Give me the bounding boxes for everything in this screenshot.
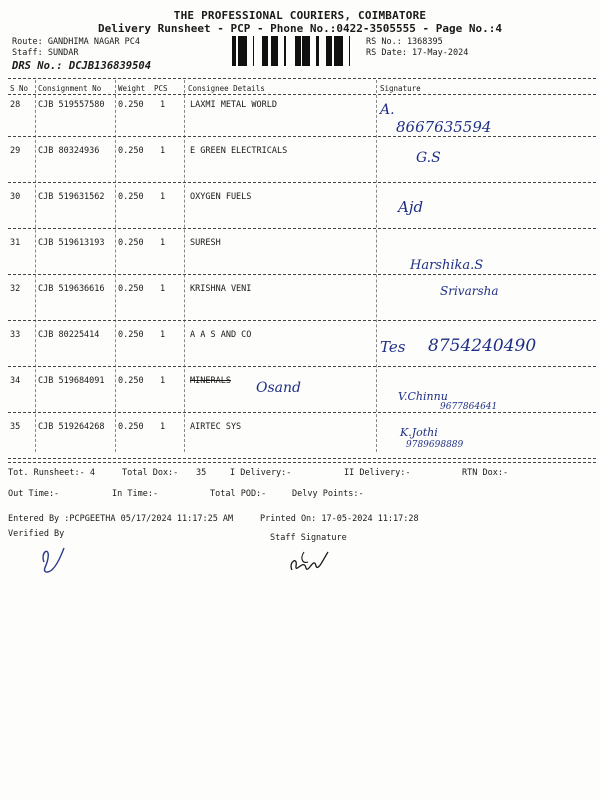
cell-consignee: OXYGEN FUELS — [190, 192, 252, 202]
cell-sno: 28 — [10, 100, 21, 110]
row-rule — [8, 412, 596, 413]
barcode-bar — [284, 36, 286, 66]
signature-phone: 9789698889 — [406, 440, 464, 450]
handwritten-signature: A. — [380, 102, 395, 118]
cell-sno: 31 — [10, 238, 21, 248]
cell-consignment: CJB 519684091 — [38, 376, 105, 386]
signature-phone: 9677864641 — [440, 402, 498, 412]
company-name: THE PROFESSIONAL COURIERS, COIMBATORE — [173, 9, 427, 22]
barcode-bar — [307, 36, 308, 66]
cell-consignment: CJB 80324936 — [38, 146, 100, 156]
barcode-bar — [232, 36, 235, 66]
barcode-bar — [295, 36, 296, 66]
barcode-bar — [242, 36, 244, 66]
cell-pcs: 1 — [160, 284, 166, 294]
col-header-consignment: Consignment No — [38, 84, 102, 93]
cell-consignment: CJB 519264268 — [38, 422, 105, 432]
cell-consignment: CJB 80225414 — [38, 330, 100, 340]
barcode-bar — [302, 36, 304, 66]
handwritten-overlay: Osand — [256, 380, 301, 396]
cell-weight: 0.250 — [118, 422, 144, 432]
handwritten-signature: Srivarsha — [440, 284, 499, 298]
cell-consignee: SURESH — [190, 238, 221, 248]
barcode-bar — [274, 36, 277, 66]
barcode-bar — [265, 36, 266, 66]
cell-sno: 32 — [10, 284, 21, 294]
handwritten-signature: V.Chinnu — [398, 390, 448, 403]
barcode-bar — [308, 36, 310, 66]
route-label: Route: GANDHIMA NAGAR PC4 — [12, 37, 140, 47]
row-rule — [8, 458, 596, 459]
row-rule — [8, 274, 596, 275]
cell-consignee: LAXMI METAL WORLD — [190, 100, 277, 110]
verified-signature-icon — [36, 542, 72, 576]
cell-sno: 33 — [10, 330, 21, 340]
col-header-weight: Weight — [118, 84, 146, 93]
barcode-icon — [232, 36, 356, 66]
barcode-bar — [340, 36, 343, 66]
barcode-bar — [235, 36, 236, 66]
row-rule — [8, 228, 596, 229]
cell-consignment: CJB 519557580 — [38, 100, 105, 110]
staff-signature-label: Staff Signature — [270, 533, 347, 543]
cell-weight: 0.250 — [118, 100, 144, 110]
cell-consignment: CJB 519636616 — [38, 284, 105, 294]
cell-consignee: E GREEN ELECTRICALS — [190, 146, 288, 156]
cell-consignment: CJB 519631562 — [38, 192, 105, 202]
cell-consignee: A A S AND CO — [190, 330, 252, 340]
row-rule — [8, 182, 596, 183]
barcode-bar — [296, 36, 298, 66]
barcode-bar — [272, 36, 274, 66]
runsheet-title: Delivery Runsheet - PCP - Phone No.:0422-3505555 - Page No.:4 — [98, 22, 502, 35]
barcode-bar — [316, 36, 319, 66]
cell-weight: 0.250 — [118, 146, 144, 156]
barcode-bar — [241, 36, 242, 66]
col-header-consignee: Consignee Details — [188, 84, 265, 93]
row-rule — [8, 320, 596, 321]
barcode-bar — [238, 36, 241, 66]
cell-weight: 0.250 — [118, 376, 144, 386]
rs-number: RS No.: 1368395 — [366, 37, 443, 47]
barcode-bar — [328, 36, 331, 66]
handwritten-signature: Ajd — [398, 198, 424, 216]
handwritten-signature: K.Jothi — [400, 426, 438, 439]
staff-label: Staff: SUNDAR — [12, 48, 79, 58]
cell-consignee: KRISHNA VENI — [190, 284, 252, 294]
cell-sno: 34 — [10, 376, 21, 386]
cell-weight: 0.250 — [118, 238, 144, 248]
total-dox-label: Total Dox:- — [122, 468, 179, 478]
barcode-bar — [298, 36, 301, 66]
barcode-bar — [244, 36, 247, 66]
table-top-rule — [8, 78, 596, 79]
row-rule — [8, 366, 596, 367]
drs-number: DRS No.: DCJB136839504 — [12, 60, 152, 72]
tot-runsheet: Tot. Runsheet:- 4 — [8, 468, 95, 478]
entered-by: Entered By :PCPGEETHA 05/17/2024 11:17:25 AM — [8, 514, 234, 524]
in-time: In Time:- — [112, 489, 159, 499]
printed-on: Printed On: 17-05-2024 11:17:28 — [260, 514, 419, 524]
barcode-bar — [349, 36, 350, 66]
row-rule — [8, 136, 596, 137]
delvy-points: Delvy Points:- — [292, 489, 364, 499]
cell-pcs: 1 — [160, 376, 166, 386]
barcode-bar — [262, 36, 265, 66]
cell-weight: 0.250 — [118, 284, 144, 294]
barcode-bar — [334, 36, 337, 66]
barcode-bar — [326, 36, 328, 66]
signature-phone: 8754240490 — [428, 336, 537, 356]
barcode-bar — [253, 36, 254, 66]
cell-consignee: MINERALS — [190, 376, 231, 386]
cell-weight: 0.250 — [118, 330, 144, 340]
barcode-bar — [338, 36, 340, 66]
barcode-bar — [304, 36, 307, 66]
barcode-bar — [277, 36, 278, 66]
cell-sno: 35 — [10, 422, 21, 432]
barcode-bar — [337, 36, 338, 66]
rtn-dox: RTN Dox:- — [462, 468, 509, 478]
verified-by-label: Verified By — [8, 529, 65, 539]
handwritten-signature: Tes — [380, 338, 406, 356]
col-header-sno: S No — [10, 84, 29, 93]
cell-pcs: 1 — [160, 422, 166, 432]
ii-delivery: II Delivery:- — [344, 468, 411, 478]
handwritten-signature: G.S — [416, 150, 441, 166]
rs-date: RS Date: 17-May-2024 — [366, 48, 469, 58]
cell-pcs: 1 — [160, 238, 166, 248]
cell-pcs: 1 — [160, 100, 166, 110]
i-delivery: I Delivery:- — [230, 468, 292, 478]
cell-weight: 0.250 — [118, 192, 144, 202]
barcode-bar — [266, 36, 268, 66]
staff-signature-icon — [286, 548, 332, 578]
col-header-pcs: PCS — [154, 84, 168, 93]
barcode-bar — [271, 36, 272, 66]
footer-rule — [8, 462, 596, 463]
total-dox-value: 35 — [196, 468, 207, 478]
table-header-rule — [8, 94, 596, 95]
cell-consignee: AIRTEC SYS — [190, 422, 242, 432]
cell-sno: 30 — [10, 192, 21, 202]
barcode-bar — [331, 36, 332, 66]
cell-pcs: 1 — [160, 192, 166, 202]
out-time: Out Time:- — [8, 489, 60, 499]
handwritten-signature: Harshika.S — [410, 258, 484, 273]
col-header-signature: Signature — [380, 84, 421, 93]
cell-sno: 29 — [10, 146, 21, 156]
cell-pcs: 1 — [160, 146, 166, 156]
signature-phone: 8667635594 — [396, 118, 492, 136]
total-pod: Total POD:- — [210, 489, 267, 499]
cell-pcs: 1 — [160, 330, 166, 340]
cell-consignment: CJB 519613193 — [38, 238, 105, 248]
